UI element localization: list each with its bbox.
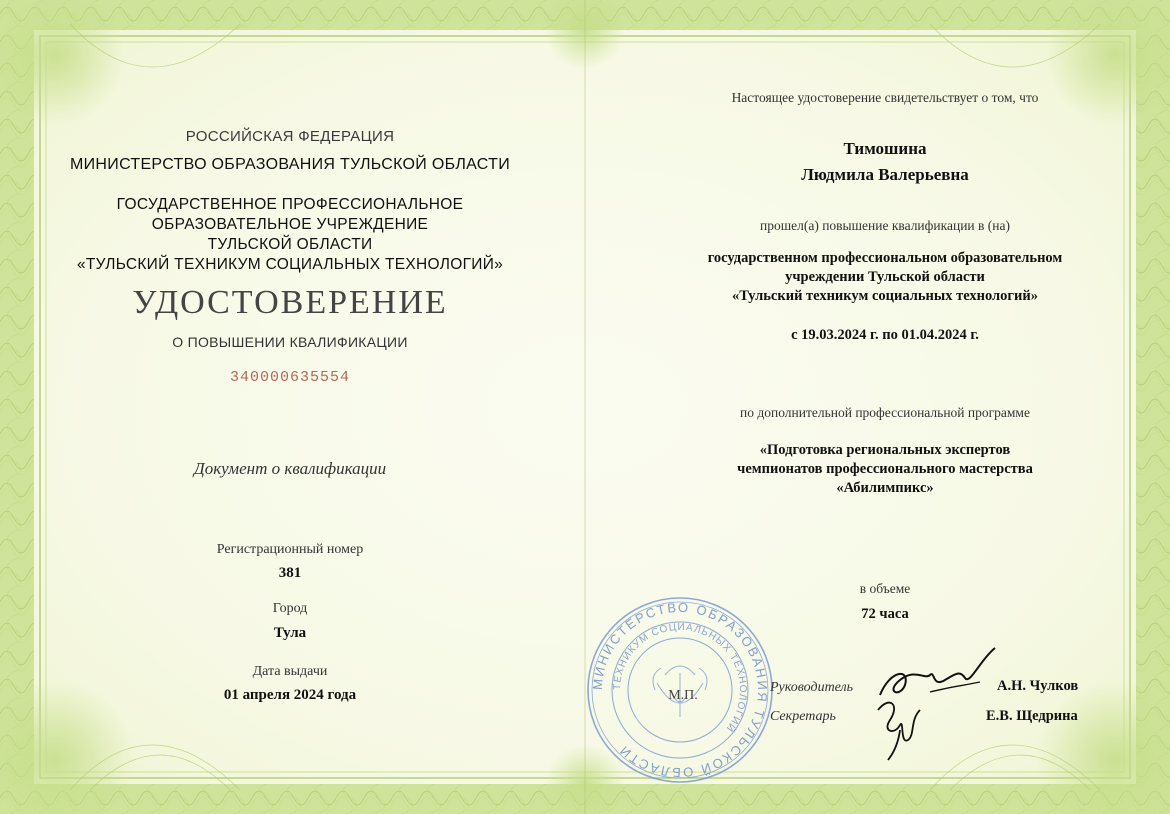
document-subtitle: О ПОВЫШЕНИИ КВАЛИФИКАЦИИ bbox=[172, 334, 408, 350]
head-name: А.Н. Чулков bbox=[997, 678, 1079, 694]
volume-label: в объеме bbox=[859, 581, 911, 596]
program-label: по дополнительной профессиональной программе bbox=[740, 405, 1030, 420]
program-line-2: чемпионатов профессионального мастерства bbox=[737, 461, 1033, 477]
seal-inner-text: ТЕХНИКУМ СОЦИАЛЬНЫХ ТЕХНОЛОГИЙ bbox=[611, 621, 749, 734]
city-label: Город bbox=[272, 601, 308, 616]
serial-number: 340000635554 bbox=[229, 369, 351, 386]
program-line-1: «Подготовка региональных экспертов bbox=[759, 442, 1011, 458]
institution-line-3: «Тульский техникум социальных технологий» bbox=[732, 288, 1038, 304]
recipient-name bbox=[620, 136, 1150, 188]
organization-name bbox=[60, 195, 520, 275]
institution-line-2: учреждении Тульской области bbox=[785, 269, 985, 285]
program-name bbox=[620, 441, 1150, 498]
reg-number-value: 381 bbox=[278, 565, 302, 581]
recipient-given-names: Людмила Валерьевна bbox=[801, 165, 969, 184]
document-type: Документ о квалификации bbox=[193, 459, 387, 478]
country-name: РОССИЙСКАЯ ФЕДЕРАЦИЯ bbox=[185, 128, 395, 145]
institution-line-1: государственном профессиональном образовательном bbox=[707, 250, 1063, 266]
issue-date-label: Дата выдачи bbox=[252, 664, 328, 679]
org-line-4: «ТУЛЬСКИЙ ТЕХНИКУМ СОЦИАЛЬНЫХ ТЕХНОЛОГИЙ» bbox=[76, 256, 504, 273]
seal-outer-text: МИНИСТЕРСТВО ОБРАЗОВАНИЯ ТУЛЬСКОЙ ОБЛАСТИ bbox=[589, 599, 771, 781]
reg-number-label: Регистрационный номер bbox=[216, 542, 364, 557]
org-line-2: ОБРАЗОВАТЕЛЬНОЕ УЧРЕЖДЕНИЕ bbox=[151, 216, 429, 233]
head-label: Руководитель bbox=[770, 680, 854, 695]
city-value: Тула bbox=[273, 625, 307, 641]
recipient-surname: Тимошина bbox=[843, 139, 927, 158]
program-line-3: «Абилимпикс» bbox=[836, 480, 934, 496]
secretary-name: Е.В. Щедрина bbox=[986, 708, 1078, 724]
org-line-1: ГОСУДАРСТВЕННОЕ ПРОФЕССИОНАЛЬНОЕ bbox=[116, 196, 464, 213]
institution-name bbox=[620, 249, 1150, 306]
ministry-name: МИНИСТЕРСТВО ОБРАЗОВАНИЯ ТУЛЬСКОЙ ОБЛАСТИ bbox=[69, 156, 510, 173]
mp-mark: М.П. bbox=[668, 688, 698, 703]
volume-value: 72 часа bbox=[861, 606, 909, 622]
official-seal bbox=[585, 595, 775, 785]
intro-text: Настоящее удостоверение свидетельствует о том, что bbox=[731, 90, 1039, 105]
issue-date-value: 01 апреля 2024 года bbox=[223, 687, 357, 703]
passed-text: прошел(а) повышение квалификации в (на) bbox=[760, 218, 1010, 233]
secretary-signature bbox=[870, 690, 930, 765]
document-title: УДОСТОВЕРЕНИЕ bbox=[132, 284, 448, 321]
training-period: с 19.03.2024 г. по 01.04.2024 г. bbox=[791, 327, 979, 343]
secretary-label: Секретарь bbox=[770, 709, 836, 724]
org-line-3: ТУЛЬСКОЙ ОБЛАСТИ bbox=[207, 236, 373, 253]
